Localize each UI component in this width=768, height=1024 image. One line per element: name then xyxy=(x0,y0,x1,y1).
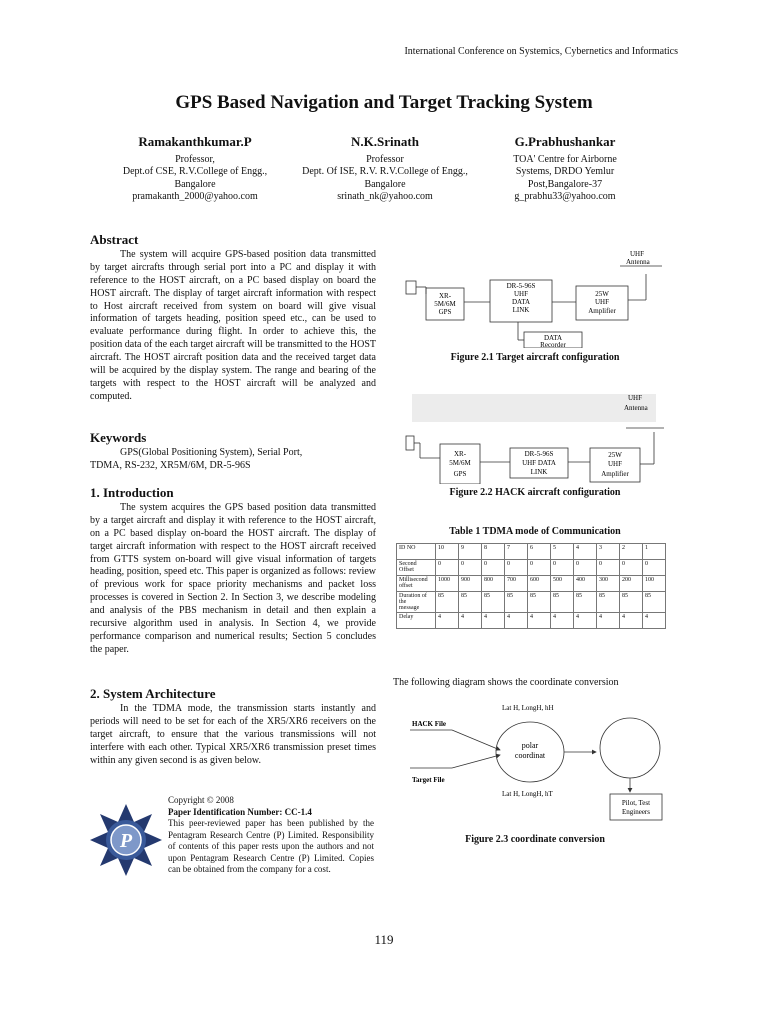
table-cell: 0 xyxy=(459,560,482,576)
recorder-label: Recorder xyxy=(540,341,566,348)
table-cell: 100 xyxy=(643,576,666,592)
bottom-label: Lat H, LongH, hT xyxy=(502,790,553,798)
gps-label: GPS xyxy=(438,308,452,316)
top-label: Lat H, LongH, hH xyxy=(502,704,554,712)
introduction-text: The system acquires the GPS based position data transmitted by a target aircraft and display it with reference to the HOST aircraft, on a PC based display on-board the HOST aircraft. The display of target aircraft information with respect to the HOST aircraft received from GTTS system on-board will give visual information of targets heading, position, speed etc. This paper is organized as follows: review of previous work for space priority mechanisms and packet loss processes is covered in Section 2. In Section 3, we describe modeling and analysis of the PBS mechanism in detail and then explain a recursive algorithm used in analysis. In Section 4, we provide performance comparison and numerical results; Section 5 concludes the paper. xyxy=(90,501,376,655)
table-cell: 400 xyxy=(574,576,597,592)
keywords-line-1: GPS(Global Positioning System), Serial Port, xyxy=(120,446,303,458)
row-header-text: Offset xyxy=(399,567,414,573)
author-affiliation: Post,Bangalore-37 xyxy=(527,178,603,190)
antenna-label: UHF xyxy=(628,394,643,402)
amplifier-label: Amplifier xyxy=(601,470,629,478)
table-cell: 0 xyxy=(505,560,528,576)
table-cell: 4 xyxy=(505,613,528,629)
author-name: Ramakanthkumar.P xyxy=(138,134,252,149)
hack-file-label: HACK File xyxy=(412,720,447,728)
author-affiliation: TOA' Centre for Airborne xyxy=(513,153,617,165)
table-cell: 4 xyxy=(436,613,459,629)
running-header: International Conference on Systemics, Cybernetics and Informatics xyxy=(404,46,678,57)
table-row xyxy=(397,592,666,613)
pilot-label: Pilot, Test xyxy=(621,799,651,807)
figure-caption: Figure 2.2 HACK aircraft configuration xyxy=(449,487,621,498)
coordinate-intro-text: The following diagram shows the coordinate conversion xyxy=(393,677,619,688)
antenna-port-box xyxy=(406,281,416,294)
antenna-label: Antenna xyxy=(624,404,648,412)
table-cell: 4 xyxy=(574,544,597,560)
table-cell: 200 xyxy=(620,576,643,592)
table-cell: 0 xyxy=(528,560,551,576)
table-cell: 1 xyxy=(643,544,666,560)
figure-coordinate-conversion-diagram xyxy=(408,700,668,824)
row-header-text: Duration of xyxy=(399,593,427,599)
datalink-label: DR-5-96S xyxy=(524,450,554,458)
datalink-label: DATA xyxy=(511,298,531,306)
table-cell: 700 xyxy=(505,576,528,592)
figure-caption: Figure 2.3 coordinate conversion xyxy=(465,834,605,845)
abstract-section xyxy=(90,234,376,404)
table-cell: 800 xyxy=(482,576,505,592)
system-architecture-section xyxy=(90,688,376,767)
polar-label: coordinat xyxy=(514,751,546,760)
table-cell: 600 xyxy=(528,576,551,592)
abstract-text: The system will acquire GPS-based position data transmitted by target aircrafts through serial port into a PC and display it with reference to the HOST aircraft, on a PC based display on board the HOST aircraft. The display of target aircraft information with respect to Host aircraft received from system on board will give visual information of targets heading, position speed etc., can be used to evaluate performance during flight. In order to achieve this, the position data of the each target aircraft will be transmitted to the HOST aircraft. The HOST aircraft position data and the received target data will be acquired by the display system. The range and bearing of the targets with respect to the HOST aircraft will be analyzed and computed. xyxy=(90,248,376,402)
target-file-label: Target File xyxy=(412,776,445,784)
figure-shading xyxy=(412,394,656,422)
table-cell: 0 xyxy=(551,560,574,576)
row-header-text: the xyxy=(399,599,407,605)
table-cell: 10 xyxy=(436,544,459,560)
author-affiliation: Professor, xyxy=(175,153,215,165)
datalink-label: UHF DATA xyxy=(522,459,556,467)
amplifier-label: 25W xyxy=(608,451,622,459)
row-header-text: Delay xyxy=(399,614,414,620)
datalink-label: LINK xyxy=(530,468,548,476)
author-email: srinath_nk@yahoo.com xyxy=(337,191,433,202)
table-cell: 900 xyxy=(459,576,482,592)
table-cell: 85 xyxy=(505,592,528,613)
row-header-text: Second xyxy=(399,561,417,567)
page-number: 119 xyxy=(374,932,394,947)
table-cell: 0 xyxy=(620,560,643,576)
table-cell: 500 xyxy=(551,576,574,592)
row-header-text: ID NO xyxy=(399,545,416,551)
author-affiliation: Systems, DRDO Yemlur xyxy=(515,166,615,177)
table-cell: 4 xyxy=(643,613,666,629)
pentagram-logo-icon xyxy=(88,802,164,878)
recorder-label: DATA xyxy=(543,334,563,342)
table-cell: 7 xyxy=(505,544,528,560)
row-header-cell xyxy=(397,613,436,629)
table-cell: 2 xyxy=(620,544,643,560)
table-cell: 85 xyxy=(597,592,620,613)
paper-title: GPS Based Navigation and Target Tracking System xyxy=(175,92,593,113)
table-cell: 300 xyxy=(597,576,620,592)
author-name: N.K.Srinath xyxy=(351,134,419,149)
gps-label: GPS xyxy=(453,470,467,478)
row-header-cell xyxy=(397,576,436,592)
table-cell: 0 xyxy=(574,560,597,576)
table-cell: 4 xyxy=(620,613,643,629)
system-architecture-heading: 2. System Architecture xyxy=(90,686,216,701)
author-affiliation: Dept. Of ISE, R.V. R.V.College of Engg., xyxy=(302,166,468,177)
table-cell: 85 xyxy=(528,592,551,613)
table-cell: 85 xyxy=(551,592,574,613)
table-row xyxy=(397,576,666,592)
table-cell: 85 xyxy=(574,592,597,613)
amplifier-label: UHF xyxy=(594,298,610,306)
figure-target-aircraft-diagram xyxy=(400,248,670,348)
table-cell: 4 xyxy=(459,613,482,629)
keywords-line-2: TDMA, RS-232, XR5M/6M, DR-5-96S xyxy=(90,459,251,471)
output-node xyxy=(600,718,660,778)
table-cell: 4 xyxy=(574,613,597,629)
author-email: g_prabhu33@yahoo.com xyxy=(514,191,616,202)
table-cell: 8 xyxy=(482,544,505,560)
copyright-block xyxy=(168,795,374,876)
copyright-line: Copyright © 2008 xyxy=(168,795,234,805)
table-cell: 85 xyxy=(643,592,666,613)
table-cell: 0 xyxy=(482,560,505,576)
author-affiliation: Bangalore xyxy=(174,178,216,190)
tdma-table xyxy=(396,543,666,629)
keywords-section xyxy=(90,432,376,473)
author-name: G.Prabhushankar xyxy=(514,134,616,149)
table-cell: 4 xyxy=(482,613,505,629)
antenna-port-box xyxy=(406,436,414,450)
table-row xyxy=(397,560,666,576)
polar-label: polar xyxy=(521,741,539,750)
table-cell: 4 xyxy=(597,613,620,629)
table-cell: 1000 xyxy=(436,576,459,592)
row-header-text: offset xyxy=(399,583,413,589)
author-affiliation: Bangalore xyxy=(364,178,406,190)
amplifier-label: 25W xyxy=(595,290,609,298)
table-cell: 4 xyxy=(551,613,574,629)
table-cell: 85 xyxy=(436,592,459,613)
amplifier-label: Amplifier xyxy=(588,307,616,315)
table-cell: 85 xyxy=(482,592,505,613)
row-header-text: Millisecond xyxy=(399,577,428,583)
table-cell: 0 xyxy=(597,560,620,576)
pilot-box xyxy=(610,794,662,820)
antenna-label: Antenna xyxy=(626,258,650,266)
table-row xyxy=(397,613,666,629)
logo-letter: P xyxy=(119,830,133,852)
gps-label: 5M/6M xyxy=(449,459,471,467)
author-affiliation: Professor xyxy=(366,153,404,165)
copyright-text: This peer-reviewed paper has been published by the Pentagram Research Centre (P) Limited. Responsibility of contents of this paper rests upon the authors and not upon Pentagram Research Centre (P) Limited. Copies can be obtained from the company for a cost. xyxy=(168,818,374,874)
introduction-section xyxy=(90,487,376,657)
datalink-label: UHF xyxy=(513,290,529,298)
pilot-label: Engineers xyxy=(622,808,650,816)
table-cell: 85 xyxy=(459,592,482,613)
keywords-heading: Keywords xyxy=(90,430,147,445)
abstract-heading: Abstract xyxy=(90,232,139,247)
row-header-cell xyxy=(397,560,436,576)
row-header-cell xyxy=(397,592,436,613)
table-caption: Table 1 TDMA mode of Communication xyxy=(449,526,621,537)
author-block-3 xyxy=(455,136,675,204)
table-row xyxy=(397,544,666,560)
figure-hack-aircraft-diagram xyxy=(400,388,670,484)
author-email: pramakanth_2000@yahoo.com xyxy=(132,191,258,202)
datalink-label: LINK xyxy=(512,306,530,314)
introduction-heading: 1. Introduction xyxy=(90,485,174,500)
gps-label: XR- xyxy=(438,292,452,300)
system-architecture-text: In the TDMA mode, the transmission starts instantly and periods will need to be set for each of the XR5/XR6 receivers on the target aircraft, to ensure that the various transmissions will not interfere with each other. Typical XR5/XR6 transmission preset times within any given second is as given below. xyxy=(90,702,376,766)
row-header-text: message xyxy=(399,605,420,611)
gps-label: XR- xyxy=(453,450,467,458)
row-header-cell xyxy=(397,544,436,560)
amplifier-label: UHF xyxy=(607,460,623,468)
gps-label: 5M/6M xyxy=(434,300,456,308)
table-cell: 85 xyxy=(620,592,643,613)
table-cell: 5 xyxy=(551,544,574,560)
table-cell: 0 xyxy=(643,560,666,576)
table-cell: 4 xyxy=(528,613,551,629)
table-cell: 9 xyxy=(459,544,482,560)
antenna-label: UHF xyxy=(630,250,645,258)
table-cell: 0 xyxy=(436,560,459,576)
figure-caption: Figure 2.1 Target aircraft configuration xyxy=(450,352,620,363)
table-cell: 6 xyxy=(528,544,551,560)
datalink-label: DR-5-96S xyxy=(506,282,536,290)
table-cell: 3 xyxy=(597,544,620,560)
author-affiliation: Dept.of CSE, R.V.College of Engg., xyxy=(122,166,268,177)
paper-id: Paper Identification Number: CC-1.4 xyxy=(168,806,312,817)
